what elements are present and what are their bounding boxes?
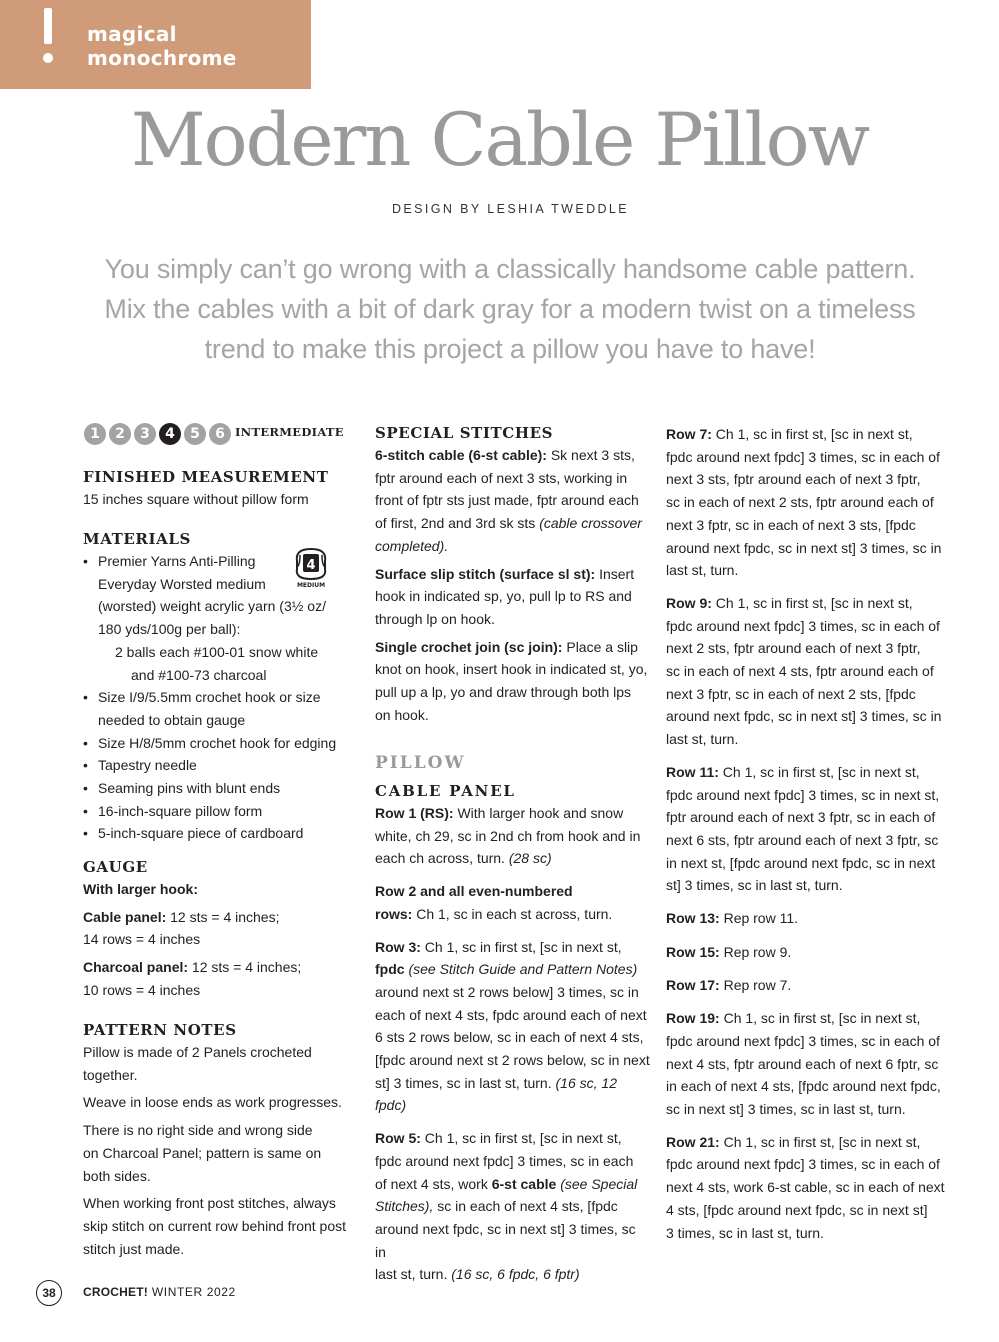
gauge-cable-value: 12 sts = 4 inches; (166, 908, 280, 925)
row-text: Rep row 9. (719, 943, 792, 960)
row-line: last st, turn. (666, 731, 739, 748)
row-label: Row 11: (666, 763, 719, 780)
finished-measurement (83, 466, 353, 511)
pillow-section (375, 752, 650, 1286)
row-line: next 3 fptr, sc in each of next 3 sts, [fpdc (666, 516, 916, 533)
row-text: each ch across, turn. (375, 850, 509, 867)
list-item-line: needed to obtain gauge (98, 711, 246, 728)
section-label (87, 22, 237, 70)
row-label: rows: (375, 905, 413, 922)
row-line (375, 1195, 650, 1218)
stitch-label: Surface slip stitch (surface sl st): (375, 565, 596, 582)
list-item-line: Everyday Worsted medium (98, 575, 266, 592)
row-line: next 3 sts, fptr around each of next 3 fptr, (666, 471, 921, 488)
note-line: When working front post stitches, always (83, 1195, 336, 1212)
row-label: Row 1 (RS): (375, 805, 454, 821)
list-item: • Tapestry needle (83, 754, 353, 777)
row-line: fpdc around next fpdc] 3 times, sc in each of (666, 448, 940, 465)
intro-deck (84, 249, 936, 369)
row-line (375, 958, 650, 981)
row-text: Ch 1, sc in first st, [sc in next st, (420, 938, 622, 955)
stitch-line: pull up a lp, yo and draw through both lps (375, 684, 632, 701)
stitch-note: (cable crossover (539, 515, 642, 532)
row-line: 4 sts, [fpdc around next fpdc, sc in next st] (666, 1201, 928, 1218)
row-line: next 4 sts, fptr around each of next 6 fptr, sc (666, 1055, 939, 1072)
list-item-line: • Premier Yarns Anti-Pilling (98, 553, 256, 569)
body-text: 15 inches square without pillow form (83, 491, 309, 507)
row-line: white, ch 29, sc in 2nd ch from hook and in (375, 827, 641, 844)
section-heading: PATTERN NOTES (83, 1021, 237, 1039)
row-label: Row 2 and all even-numbered (375, 883, 573, 900)
row-line: around next st 2 rows below] 3 times, sc in (375, 983, 639, 1000)
stitch-label: 6-stitch cable (6-st cable): (375, 447, 547, 463)
row-line: in next st, [fpdc around next fpdc, sc in next (666, 854, 936, 871)
row-label: Row 17: (666, 977, 720, 994)
row-line: 6 sts 2 rows below, sc in each of next 4 sts, (375, 1029, 644, 1046)
exclamation-dot-icon (43, 53, 53, 63)
issue-date: WINTER 2022 (147, 1285, 236, 1299)
page-title: Modern Cable Pillow (130, 98, 869, 183)
row-line: fpdc around next fpdc] 3 times, sc in each of (666, 1032, 940, 1049)
stitch-line: through lp on hook. (375, 610, 495, 627)
row-label: Row 13: (666, 910, 720, 927)
row-line: around next fpdc, sc in next st] 3 times, sc in (375, 1220, 636, 1260)
row-text: Ch 1, sc in first st, [sc in next st, (711, 594, 913, 611)
row-label: Row 21: (666, 1133, 720, 1150)
row-line: last st, turn. (666, 562, 739, 579)
row-text: Ch 1, sc in first st, [sc in next st, (420, 1130, 622, 1147)
gauge-charcoal-label: Charcoal panel: (83, 959, 189, 976)
stitch-line: fptr around each of next 3 sts, working in (375, 469, 628, 486)
section-label-line2: monochrome (87, 46, 237, 70)
row-line: fptr around each of next 3 fptr, sc in each of (666, 809, 936, 826)
list-item-line: 180 yds/100g per ball): (98, 621, 241, 638)
stitch-line: knot on hook, insert hook in indicated st, yo, (375, 661, 648, 678)
row-text: of next 4 sts, work (375, 1175, 492, 1192)
section-heading: FINISHED MEASUREMENT (83, 468, 329, 486)
row-text: Rep row 11. (719, 910, 799, 927)
list-item-line: • Size I/9/5.5mm crochet hook or size (98, 689, 321, 706)
row-line: next 6 sts, fptr around each of next 3 fptr, sc (666, 831, 939, 848)
skill-level-4-icon: 4 (159, 423, 181, 445)
row-line: fpdc around next fpdc] 3 times, sc in each (375, 1152, 634, 1169)
row-line: fpdc around next fpdc] 3 times, sc in each of (666, 617, 940, 634)
row-label: Row 9: (666, 594, 712, 611)
row-line: sc in each of next 2 sts, fptr around each of (666, 494, 934, 511)
subsection-heading: CABLE PANEL (375, 782, 516, 800)
row-label: fpdc (375, 961, 405, 978)
designer-byline: DESIGN BY LESHIA TWEDDLE (391, 202, 630, 216)
row-line (666, 423, 951, 446)
row-label: Row 5: (375, 1130, 421, 1147)
row-line: each of next 4 sts, fpdc around each of next (375, 1006, 647, 1023)
row-line (375, 903, 650, 926)
gauge-charcoal (83, 956, 353, 979)
row-label: Row 3: (375, 938, 421, 955)
list-item (83, 686, 353, 731)
stitch-line: front of fptr sts just made, fptr around each (375, 492, 639, 509)
row-line (666, 592, 951, 615)
row-line: [fpdc around next st 2 rows below, sc in next (375, 1052, 650, 1069)
gauge-cable-label: Cable panel: (83, 908, 167, 925)
yarn-weight-icon (289, 545, 333, 589)
row-label: Row 7: (666, 426, 712, 442)
list-item-line: and #100-73 charcoal (131, 666, 267, 683)
row-line: sc in next st] 3 times, sc in last st, turn. (666, 1100, 906, 1117)
gauge-cable-rows: 14 rows = 4 inches (83, 931, 201, 948)
page-number: 38 (36, 1280, 62, 1306)
section-label-line1: magical (87, 22, 177, 46)
magazine-name: CROCHET! (83, 1285, 148, 1299)
list-item: • Seaming pins with blunt ends (83, 777, 353, 800)
note-line: skip stitch on current row behind front post (83, 1217, 347, 1234)
skill-level-2-icon: 2 (109, 423, 131, 445)
row-line: in each of next 4 sts, [fpdc around next fpdc, (666, 1078, 941, 1095)
row-note: (see Stitch Guide and Pattern Notes) (404, 961, 638, 978)
row-line (375, 1173, 650, 1196)
note-line: on Charcoal Panel; pattern is same on (83, 1144, 322, 1161)
gauge (83, 856, 353, 1002)
row-note: (see Special (556, 1175, 638, 1192)
stitch-text: Place a slip (562, 638, 638, 655)
row-text: Ch 1, sc in each st across, turn. (412, 905, 613, 922)
stitch-label: Single crochet join (sc join): (375, 638, 563, 655)
yarn-weight-label: MEDIUM (296, 582, 326, 589)
stitch-line (375, 444, 650, 467)
stitch-line (375, 535, 650, 558)
stitch-line (375, 563, 650, 586)
stitch-text: Sk next 3 sts, (546, 447, 635, 463)
row-line (666, 1007, 951, 1030)
section-heading: MATERIALS (83, 530, 191, 548)
row-line (666, 974, 951, 997)
row-line: next 3 fptr, sc in each of next 2 sts, [fpdc (666, 685, 916, 702)
row-count: (16 sc, 6 fpdc, 6 fptr) (451, 1266, 580, 1283)
gauge-charcoal-value: 12 sts = 4 inches; (188, 959, 302, 976)
row-text: Ch 1, sc in first st, [sc in next st, (718, 763, 920, 780)
row-line: 3 times, sc in last st, turn. (666, 1224, 824, 1241)
skill-level-label: INTERMEDIATE (235, 425, 344, 439)
row-line: st] 3 times, sc in last st, turn. (666, 877, 843, 894)
row-text: Ch 1, sc in first st, [sc in next st, (711, 426, 913, 442)
row-line (375, 1263, 650, 1286)
row-line (375, 1127, 650, 1150)
section-heading: SPECIAL STITCHES (375, 424, 554, 442)
stitch-text: of first, 2nd and 3rd sk sts (375, 515, 540, 532)
note-line: both sides. (83, 1167, 151, 1184)
row-line (375, 847, 650, 870)
list-item: • 16-inch-square pillow form (83, 800, 353, 823)
note-line: stitch just made. (83, 1240, 185, 1257)
row-line (666, 761, 951, 784)
skill-level-1-icon: 1 (84, 423, 106, 445)
row-line: around next fpdc, sc in next st] 3 times, sc in (666, 708, 942, 725)
exclamation-icon (44, 8, 52, 44)
deck-line: Mix the cables with a bit of dark gray for a modern twist on a timeless (104, 294, 916, 324)
row-text: sc in each of next 4 sts, [fpdc (433, 1198, 618, 1215)
section-tab (0, 0, 311, 89)
note-line: There is no right side and wrong side (83, 1122, 313, 1139)
note-line: Pillow is made of 2 Panels crocheted (83, 1044, 312, 1060)
deck-line: trend to make this project a pillow you have to have! (204, 334, 816, 364)
skill-level-3-icon: 3 (134, 423, 156, 445)
row-text: Ch 1, sc in first st, [sc in next st, (719, 1010, 921, 1027)
row-text: st] 3 times, sc in last st, turn. (375, 1074, 556, 1091)
row-line: fpdc around next fpdc] 3 times, sc in next st, (666, 786, 940, 803)
section-heading: GAUGE (83, 858, 148, 876)
list-item: • Size H/8/5mm crochet hook for edging (83, 732, 353, 755)
row-line (375, 1072, 650, 1117)
row-line: around next fpdc, sc in next st] 3 times, sc in (666, 539, 942, 556)
row-line (666, 941, 951, 964)
rows-continued (666, 423, 951, 1244)
note-line: together. (83, 1066, 138, 1083)
stitch-line (375, 512, 650, 535)
special-stitches (375, 422, 650, 726)
deck-line: You simply can’t go wrong with a classically handsome cable pattern. (104, 254, 916, 284)
skill-level-6-icon: 6 (209, 423, 231, 445)
magazine-issue (83, 1285, 236, 1299)
row-line: next 2 sts, fptr around each of next 3 fptr, (666, 640, 921, 657)
gauge-subheading: With larger hook: (83, 881, 198, 897)
list-item: • 5-inch-square piece of cardboard (83, 822, 353, 845)
row-line (666, 907, 951, 930)
gauge-cable (83, 906, 353, 929)
row-line: sc in each of next 4 sts, fptr around each of (666, 663, 934, 680)
section-heading: PILLOW (375, 753, 466, 773)
note-line: Weave in loose ends as work progresses. (83, 1094, 342, 1111)
stitch-text: Insert (595, 565, 635, 582)
row-line (666, 1131, 951, 1154)
pattern-notes (83, 1019, 353, 1260)
row-line (375, 802, 650, 825)
row-label: 6-st cable (491, 1175, 557, 1192)
row-label: Row 15: (666, 943, 720, 960)
list-item-line: (worsted) weight acrylic yarn (3½ oz/ (98, 598, 326, 615)
row-text: With larger hook and snow (453, 805, 624, 821)
row-note: Stitches), (375, 1198, 434, 1215)
row-label: Row 19: (666, 1010, 720, 1027)
row-line: next 4 sts, work 6-st cable, sc in each of next (666, 1179, 945, 1196)
row-text: Rep row 7. (719, 977, 792, 994)
row-line: fpdc around next fpdc] 3 times, sc in each of (666, 1156, 940, 1173)
yarn-weight-number: 4 (306, 558, 316, 573)
gauge-charcoal-rows: 10 rows = 4 inches (83, 981, 201, 998)
row-count: (16 sc, 12 fpdc) (375, 1074, 617, 1114)
skill-level-5-icon: 5 (184, 423, 206, 445)
list-item-line: 2 balls each #100-01 snow white (115, 643, 319, 660)
row-count: (28 sc) (508, 850, 552, 867)
stitch-line: on hook. (375, 706, 429, 723)
stitch-line (375, 636, 650, 659)
row-line (375, 936, 650, 959)
row-text: Ch 1, sc in first st, [sc in next st, (719, 1133, 921, 1150)
stitch-note: completed). (375, 537, 449, 554)
materials-list (83, 550, 353, 845)
row-text: last st, turn. (375, 1266, 452, 1283)
stitch-line: hook in indicated sp, yo, pull lp to RS and (375, 588, 632, 605)
